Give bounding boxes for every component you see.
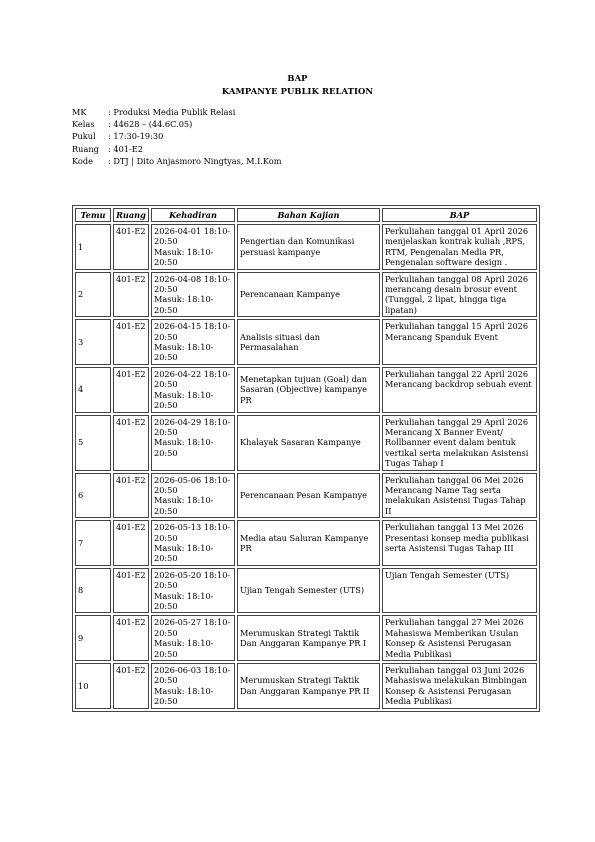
cell-kehadiran — [151, 520, 235, 566]
cell-bap: Perkuliahan tanggal 03 Juni 2026 Mahasiswa melakukan Bimbingan Konsep & Asistensi Perugasan Media Publikasi — [382, 663, 537, 709]
cell-temu: 3 — [75, 319, 111, 365]
cell-bap: Perkuliahan tanggal 13 Mei 2026 Presentasi konsep media publikasi serta Asistensi Tugas Tahap III — [382, 520, 537, 566]
cell-temu: 6 — [75, 473, 111, 519]
cell-bap: Perkuliahan tanggal 15 April 2026 Merancang Spanduk Event — [382, 319, 537, 365]
kehadiran-date: 2026-05-06 18:10-20:50 — [154, 474, 231, 495]
cell-ruang: 401-E2 — [113, 415, 149, 471]
cell-bahan-kajian: Analisis situasi dan Permasalahan — [237, 319, 380, 365]
kehadiran-masuk: Masuk: 18:10-20:50 — [154, 342, 214, 363]
cell-temu: 5 — [75, 415, 111, 471]
header-bahan-kajian: Bahan Kajian — [237, 208, 380, 222]
kehadiran-date: 2026-04-29 18:10-20:50 — [154, 416, 231, 437]
cell-kehadiran — [151, 319, 235, 365]
cell-temu: 2 — [75, 272, 111, 318]
kehadiran-date: 2026-04-15 18:10-20:50 — [154, 321, 231, 342]
cell-ruang: 401-E2 — [113, 224, 149, 270]
cell-bap: Perkuliahan tanggal 06 Mei 2026 Merancang Name Tag serta melakukan Asistensi Tugas Tahap II — [382, 473, 537, 519]
info-row-pukul — [72, 130, 282, 142]
cell-bahan-kajian: Merumuskan Strategi Taktik Dan Anggaran Kampanye PR I — [237, 615, 380, 661]
kehadiran-masuk: Masuk: 18:10-20:50 — [154, 294, 214, 315]
cell-kehadiran — [151, 568, 235, 614]
table-row — [75, 473, 537, 519]
cell-kehadiran — [151, 615, 235, 661]
cell-temu: 4 — [75, 367, 111, 413]
cell-ruang: 401-E2 — [113, 520, 149, 566]
table-row — [75, 367, 537, 413]
cell-bahan-kajian: Khalayak Sasaran Kampanye — [237, 415, 380, 471]
cell-kehadiran — [151, 367, 235, 413]
header-bap: BAP — [382, 208, 537, 222]
cell-kehadiran — [151, 415, 235, 471]
table-row — [75, 319, 537, 365]
cell-temu: 1 — [75, 224, 111, 270]
cell-bahan-kajian: Media atau Saluran Kampanye PR — [237, 520, 380, 566]
document-title: BAP — [287, 73, 308, 83]
kehadiran-masuk: Masuk: 18:10-20:50 — [154, 246, 214, 268]
kehadiran-date: 2026-04-08 18:10-20:50 — [154, 273, 231, 295]
cell-bahan-kajian: Merumuskan Strategi Taktik Dan Anggaran Kampanye PR II — [237, 663, 380, 709]
kehadiran-masuk: Masuk: 18:10-20:50 — [154, 638, 214, 659]
info-label: Ruang — [72, 143, 99, 154]
course-info — [72, 106, 282, 167]
cell-bahan-kajian: Perencanaan Kampanye — [237, 272, 380, 318]
kehadiran-masuk: Masuk: 18:10-20:50 — [154, 685, 214, 707]
cell-bap: Perkuliahan tanggal 08 April 2026 merancang desain brosur event (Tunggal, 2 lipat, hingga tiga lipatan) — [382, 272, 537, 318]
table-row — [75, 615, 537, 661]
cell-kehadiran — [151, 663, 235, 709]
info-label: Kelas — [72, 119, 95, 130]
info-row-kode — [72, 155, 282, 167]
cell-ruang: 401-E2 — [113, 568, 149, 614]
table-row — [75, 663, 537, 709]
kehadiran-date: 2026-05-20 18:10-20:50 — [154, 569, 231, 591]
cell-ruang: 401-E2 — [113, 272, 149, 318]
kehadiran-masuk: Masuk: 18:10-20:50 — [154, 542, 214, 564]
table-row — [75, 415, 537, 471]
cell-kehadiran — [151, 272, 235, 318]
header-temu: Temu — [75, 208, 111, 222]
cell-bahan-kajian: Perencanaan Pesan Kampanye — [237, 473, 380, 519]
kehadiran-date: 2026-04-01 18:10-20:50 — [154, 226, 231, 247]
info-value: : 17:30-19:30 — [108, 131, 164, 142]
cell-bap: Perkuliahan tanggal 27 Mei 2026 Mahasiswa Memberikan Usulan Konsep & Asistensi Perugasan Media Publikasi — [382, 615, 537, 661]
cell-ruang: 401-E2 — [113, 615, 149, 661]
table-row — [75, 272, 537, 318]
info-value: : 44628 – (44.6C.05) — [108, 119, 193, 130]
cell-ruang: 401-E2 — [113, 473, 149, 519]
info-row-mk — [72, 106, 282, 118]
cell-temu: 10 — [75, 663, 111, 709]
info-label: MK — [72, 107, 87, 117]
kehadiran-masuk: Masuk: 18:10-20:50 — [154, 389, 214, 411]
info-row-kelas — [72, 118, 282, 130]
cell-temu: 8 — [75, 568, 111, 614]
kehadiran-masuk: Masuk: 18:10-20:50 — [154, 590, 214, 611]
cell-bahan-kajian: Ujian Tengah Semester (UTS) — [237, 568, 380, 614]
cell-kehadiran — [151, 224, 235, 270]
table-row — [75, 520, 537, 566]
cell-ruang: 401-E2 — [113, 367, 149, 413]
kehadiran-masuk: Masuk: 18:10-20:50 — [154, 495, 214, 516]
cell-bap: Perkuliahan tanggal 22 April 2026 Merancang backdrop sebuah event — [382, 367, 537, 413]
table-header-row — [75, 208, 537, 222]
bap-table — [72, 205, 540, 712]
table-row — [75, 568, 537, 614]
info-value: : 401-E2 — [108, 143, 143, 154]
cell-bap: Ujian Tengah Semester (UTS) — [382, 568, 537, 614]
info-value: : Produksi Media Publik Relasi — [108, 107, 236, 117]
cell-ruang: 401-E2 — [113, 319, 149, 365]
header-ruang: Ruang — [113, 208, 149, 222]
kehadiran-date: 2026-05-13 18:10-20:50 — [154, 522, 231, 543]
kehadiran-date: 2026-05-27 18:10-20:50 — [154, 617, 231, 638]
cell-temu: 9 — [75, 615, 111, 661]
table-row — [75, 224, 537, 270]
kehadiran-masuk: Masuk: 18:10-20:50 — [154, 437, 214, 458]
kehadiran-date: 2026-06-03 18:10-20:50 — [154, 665, 231, 686]
cell-temu: 7 — [75, 520, 111, 566]
info-label: Pukul — [72, 131, 96, 142]
info-label: Kode — [72, 155, 93, 166]
info-row-ruang — [72, 143, 282, 155]
kehadiran-date: 2026-04-22 18:10-20:50 — [154, 368, 231, 390]
cell-ruang: 401-E2 — [113, 663, 149, 709]
cell-bap: Perkuliahan tanggal 01 April 2026 menjelaskan kontrak kuliah ,RPS, RTM, Pengenalan Media PR, Pengenalan software design . — [382, 224, 537, 270]
info-value: : DTJ | Dito Anjasmoro Ningtyas, M.I.Kom — [108, 155, 282, 166]
document-subtitle: KAMPANYE PUBLIK RELATION — [221, 86, 374, 96]
cell-kehadiran — [151, 473, 235, 519]
cell-bahan-kajian: Pengertian dan Komunikasi persuasi kampanye — [237, 224, 380, 270]
header-kehadiran: Kehadiran — [151, 208, 235, 222]
cell-bap: Perkuliahan tanggal 29 April 2026 Merancang X Banner Event/ Rollbanner event dalam bentuk vertikal serta melakukan Asistensi Tugas Tahap I — [382, 415, 537, 471]
cell-bahan-kajian: Menetapkan tujuan (Goal) dan Sasaran (Objective) kampanye PR — [237, 367, 380, 413]
